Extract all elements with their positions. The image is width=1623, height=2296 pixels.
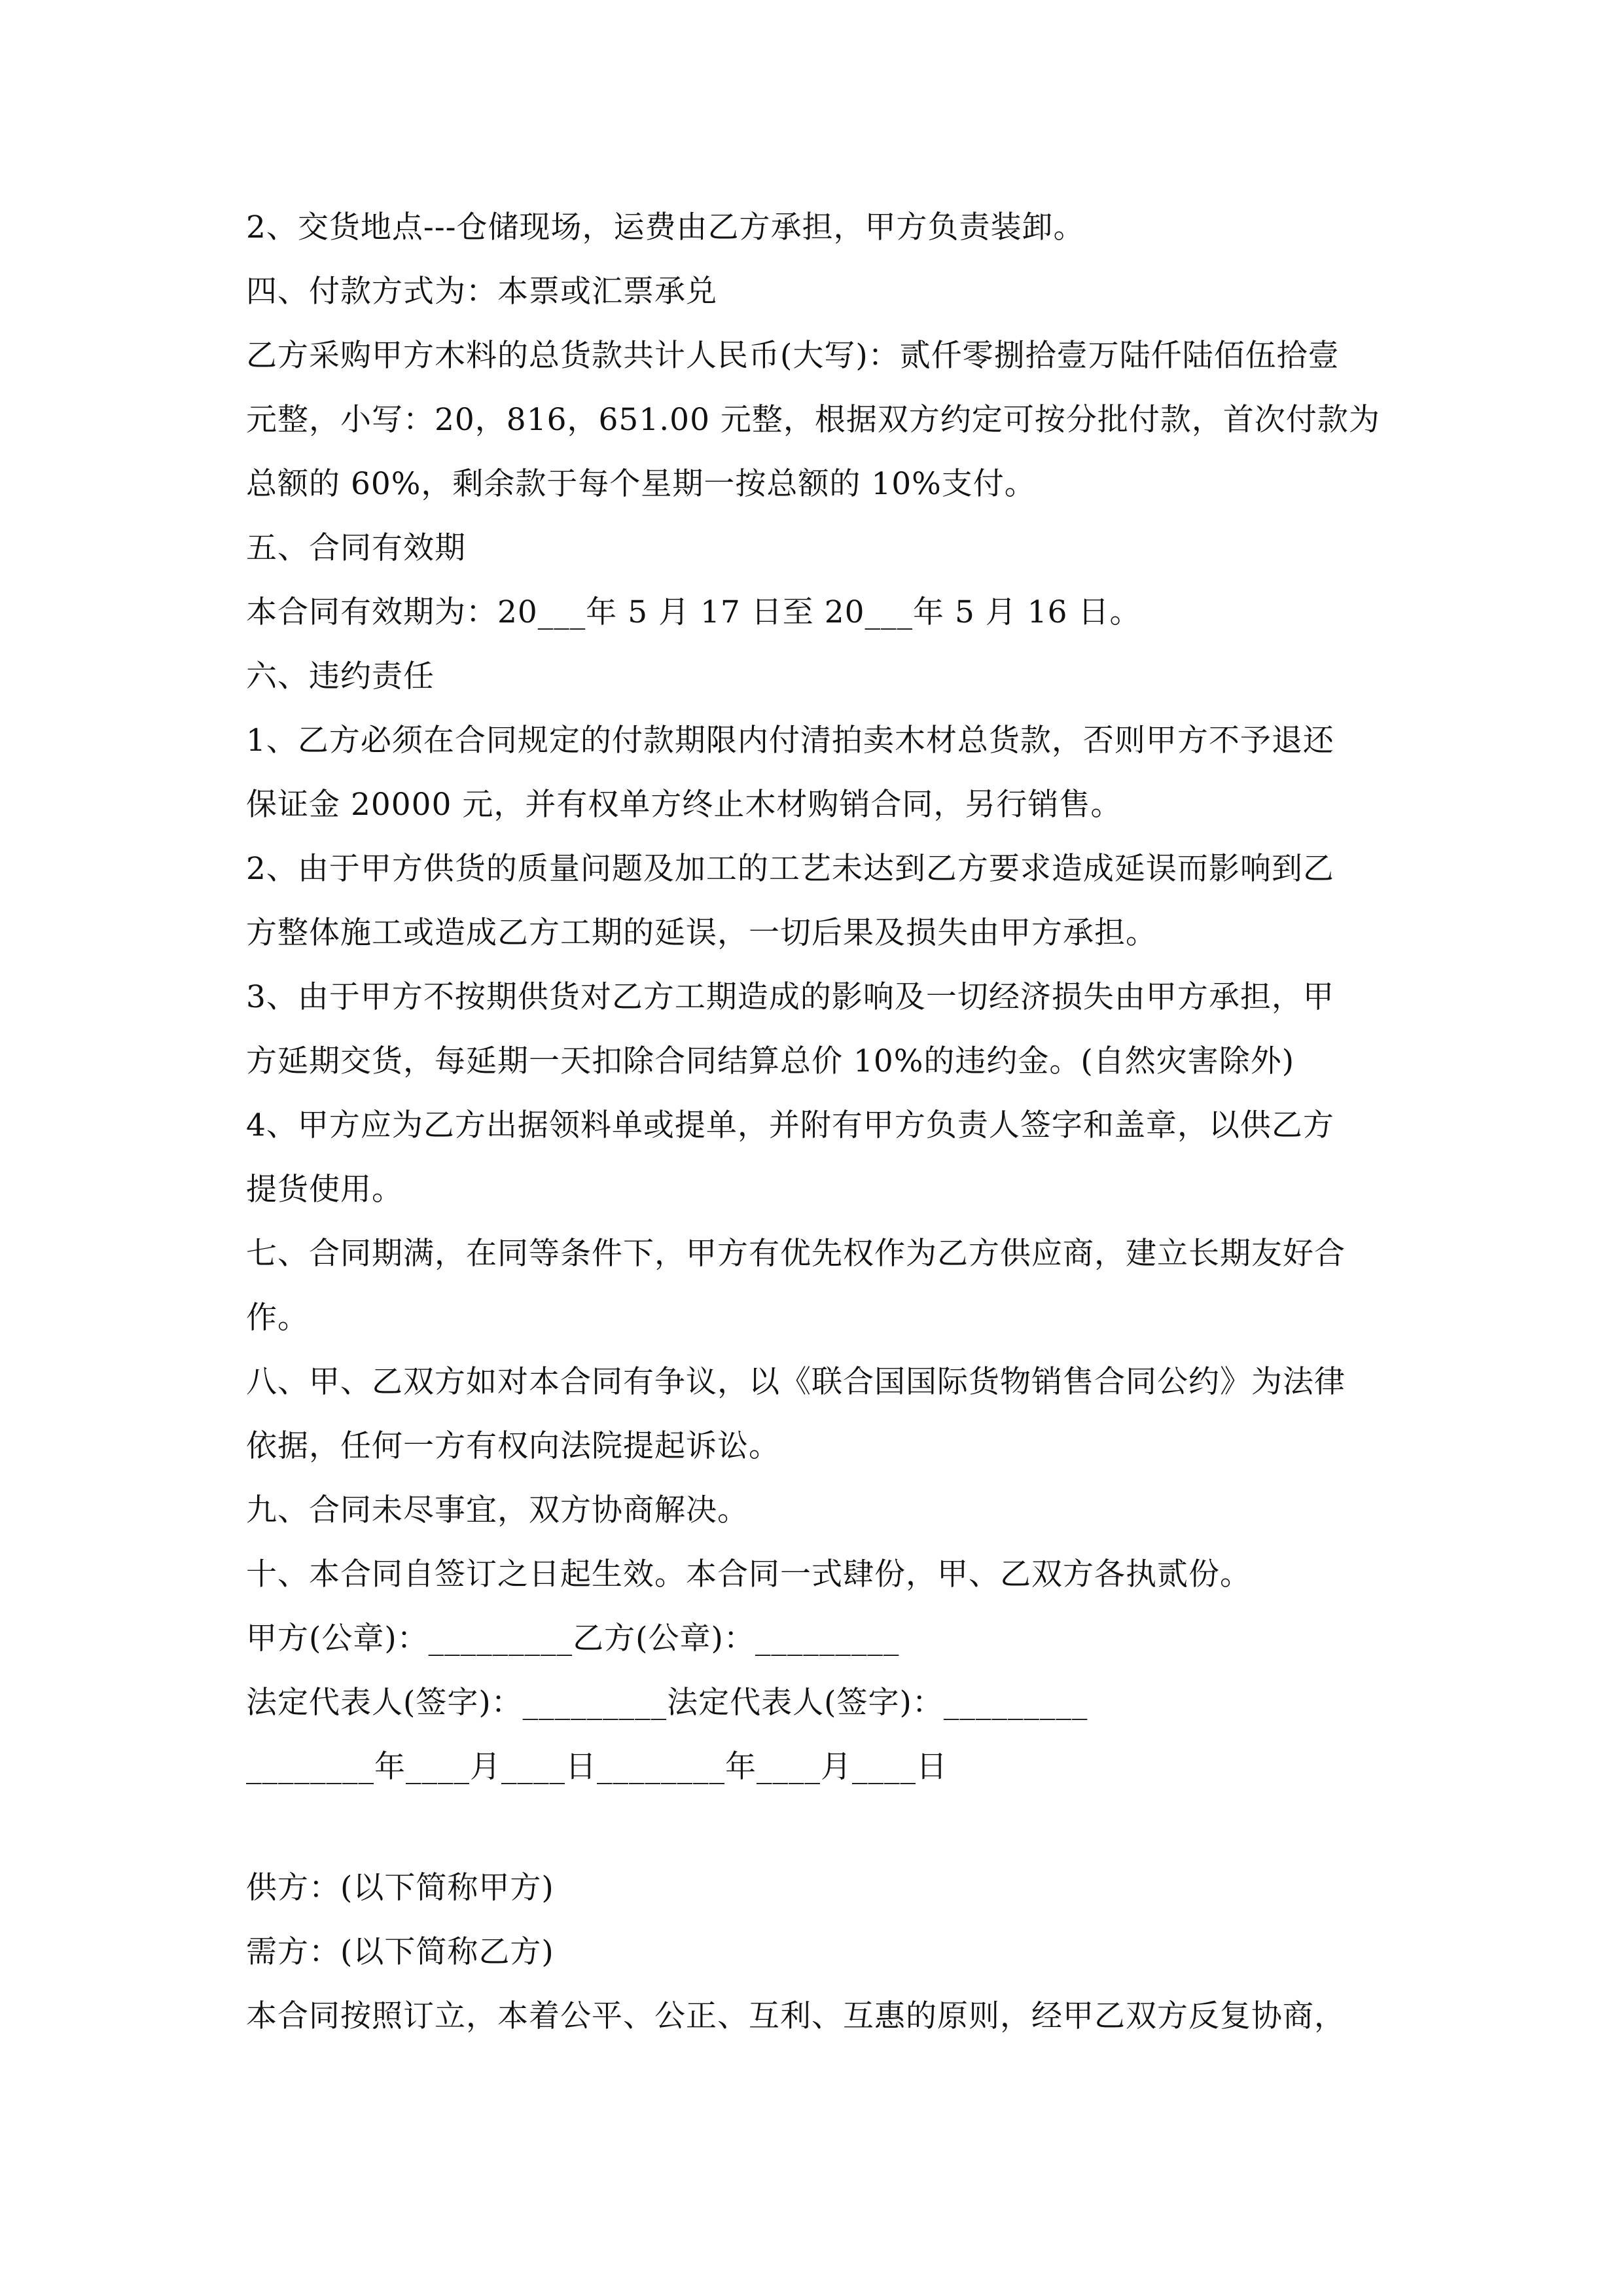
text-line-total-amount-2: 元整，小写：20，816，651.00 元整，根据双方约定可按分批付款，首次付款为 <box>246 402 1380 438</box>
text-line-total-amount-3: 总额的 60%，剩余款于每个星期一按总额的 10%支付。 <box>246 466 1036 502</box>
text-line-delivery-location: 2、交货地点---仓储现场，运费由乙方承担，甲方负责装卸。 <box>246 209 1085 245</box>
signature-line-seals: 甲方(公章)：_________乙方(公章)：_________ <box>246 1621 900 1657</box>
text-line-breach-2b: 方整体施工或造成乙方工期的延误，一切后果及损失由甲方承担。 <box>246 915 1157 951</box>
text-line-clause-8b: 依据，任何一方有权向法院提起诉讼。 <box>246 1428 780 1464</box>
text-line-total-amount-1: 乙方采购甲方木料的总货款共计人民币(大写)：贰仟零捌拾壹万陆仟陆佰伍拾壹 <box>246 338 1340 374</box>
text-line-clause-10: 十、本合同自签订之日起生效。本合同一式肆份，甲、乙双方各执贰份。 <box>246 1556 1251 1592</box>
text-line-breach-1b: 保证金 20000 元，并有权单方终止木材购销合同，另行销售。 <box>246 787 1122 823</box>
text-line-contract-intro: 本合同按照订立，本着公平、公正、互利、互惠的原则，经甲乙双方反复协商， <box>246 1998 1346 2034</box>
text-line-breach-2a: 2、由于甲方供货的质量问题及加工的工艺未达到乙方要求造成延误而影响到乙 <box>246 851 1334 887</box>
signature-line-representatives: 法定代表人(签字)：_________法定代表人(签字)：_________ <box>246 1685 1088 1721</box>
text-line-clause-7a: 七、合同期满，在同等条件下，甲方有优先权作为乙方供应商，建立长期友好合 <box>246 1236 1346 1272</box>
text-line-clause-7b: 作。 <box>246 1300 309 1336</box>
heading-payment-method: 四、付款方式为：本票或汇票承兑 <box>246 274 717 310</box>
text-line-breach-1a: 1、乙方必须在合同规定的付款期限内付清拍卖木材总货款，否则甲方不予退还 <box>246 723 1334 759</box>
text-line-clause-9: 九、合同未尽事宜，双方协商解决。 <box>246 1492 749 1528</box>
text-line-breach-4a: 4、甲方应为乙方出据领料单或提单，并附有甲方负责人签字和盖章，以供乙方 <box>246 1107 1334 1143</box>
signature-line-dates: ________年____月____日________年____月____日 <box>246 1749 948 1785</box>
text-line-validity-dates: 本合同有效期为：20___年 5 月 17 日至 20___年 5 月 16 日。 <box>246 594 1141 630</box>
text-line-supplier: 供方：(以下简称甲方) <box>246 1870 554 1906</box>
heading-breach-liability: 六、违约责任 <box>246 658 435 694</box>
heading-validity-period: 五、合同有效期 <box>246 530 466 566</box>
text-line-buyer: 需方：(以下简称乙方) <box>246 1934 554 1970</box>
text-line-breach-4b: 提货使用。 <box>246 1172 403 1208</box>
text-line-clause-8a: 八、甲、乙双方如对本合同有争议，以《联合国国际货物销售合同公约》为法律 <box>246 1364 1346 1400</box>
text-line-breach-3a: 3、由于甲方不按期供货对乙方工期造成的影响及一切经济损失由甲方承担，甲 <box>246 979 1334 1015</box>
text-line-breach-3b: 方延期交货，每延期一天扣除合同结算总价 10%的违约金。(自然灾害除外) <box>246 1043 1295 1079</box>
